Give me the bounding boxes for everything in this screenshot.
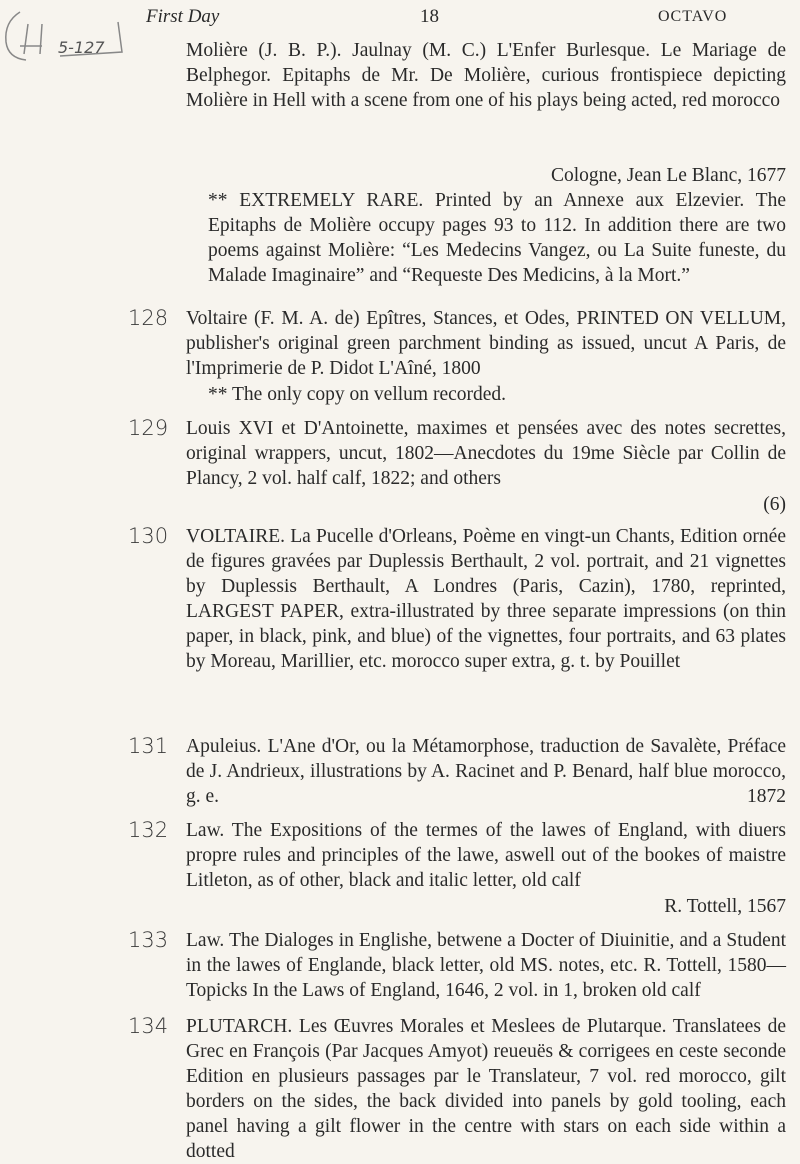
lot-number: 133 xyxy=(128,928,169,952)
lot-description: Voltaire (F. M. A. de) Epîtres, Stances, et Odes, PRINTED ON VELLUM, publisher's original green parchment binding as issued, uncut A Paris, de l'Imprimerie de P. Didot L'Aîné, 1800 xyxy=(186,308,786,379)
lot-description: PLUTARCH. Les Œuvres Morales et Meslees de Plutarque. Translatees de Grec en François (Par Jacques Amyot) reueuës & corrigees en ceste seconde Edition en plusieurs passages par le Translateur, 7 vol. red morocco, gilt borders on the sides, the back divided into panels by gold tooling, each panel having a gilt flower in the centre with stars on each side within a dotted xyxy=(186,1016,786,1162)
lot-description: Molière (J. B. P.). Jaulnay (M. C.) L'Enfer Burlesque. Le Mariage de Belphegor. Epitaphs de Mr. De Molière, curious frontispiece depicting Molière in Hell with a scene from one of his plays being acted, red morocco xyxy=(186,40,786,111)
lot-note: ** EXTREMELY RARE. Printed by an Annexe aux Elzevier. The Epitaphs de Molière occupy pages 93 to 112. In addition there are two poems against Molière: “Les Medecins Vangez, ou La Suite funeste, du Malade Imaginaire” and “Requeste Des Medicins, à la Mort.” xyxy=(208,190,786,286)
lot-number: 130 xyxy=(128,524,169,548)
pencil-annotation: 5-127 xyxy=(58,38,105,57)
page-number: 18 xyxy=(420,6,439,27)
lot-date: R. Tottell, 1567 xyxy=(664,896,786,917)
lot-description: Law. The Dialoges in Englishe, betwene a Docter of Diuinitie, and a Student in the lawes of Englande, black letter, old MS. notes, etc. R. Tottell, 1580—Topicks In the Laws of England, 1646, 2 vol. in 1, broken old calf xyxy=(186,930,786,1001)
format-label: OCTAVO xyxy=(658,8,728,25)
lot-number: 128 xyxy=(128,306,169,330)
lot-number: 134 xyxy=(128,1014,169,1038)
lot-description: Louis XVI et D'Antoinette, maximes et pensées avec des notes secrettes, original wrappers, uncut, 1802—Anecdotes du 19me Siècle par Collin de Plancy, 2 vol. half calf, 1822; and others xyxy=(186,418,786,489)
lot-description: VOLTAIRE. La Pucelle d'Orleans, Poème en vingt-un Chants, Edition ornée de figures gravées par Duplessis Berthault, 2 vol. portrait, and 21 vignettes by Duplessis Berthault, A Londres (Paris, Cazin), 1780, reprinted, LARGEST PAPER, extra-illustrated by three separate impressions (on thin paper, in black, pink, and blue) of the vignettes, four portraits, and 63 plates by Moreau, Marillier, etc. morocco super extra, g. t. by Pouillet xyxy=(186,526,786,672)
lot-date: (6) xyxy=(763,494,786,515)
lot-date: Cologne, Jean Le Blanc, 1677 xyxy=(550,165,786,186)
lot-date: 1872 xyxy=(747,786,786,807)
lot-number: 129 xyxy=(128,416,169,440)
day-label: First Day xyxy=(146,6,220,27)
lot-description: Law. The Expositions of the termes of the lawes of England, with diuers propre rules and principles of the lawe, aswell out of the bookes of maistre Litleton, as of other, black and italic letter, old calf xyxy=(186,820,786,891)
lot-note: ** The only copy on vellum recorded. xyxy=(208,384,507,405)
lot-description: Apuleius. L'Ane d'Or, ou la Métamorphose, traduction de Savalète, Préface de J. Andrieux, illustrations by A. Racinet and P. Benard, half blue morocco, g. e. xyxy=(186,736,786,807)
lot-number: 131 xyxy=(128,734,169,758)
lot-number: 132 xyxy=(128,818,169,842)
